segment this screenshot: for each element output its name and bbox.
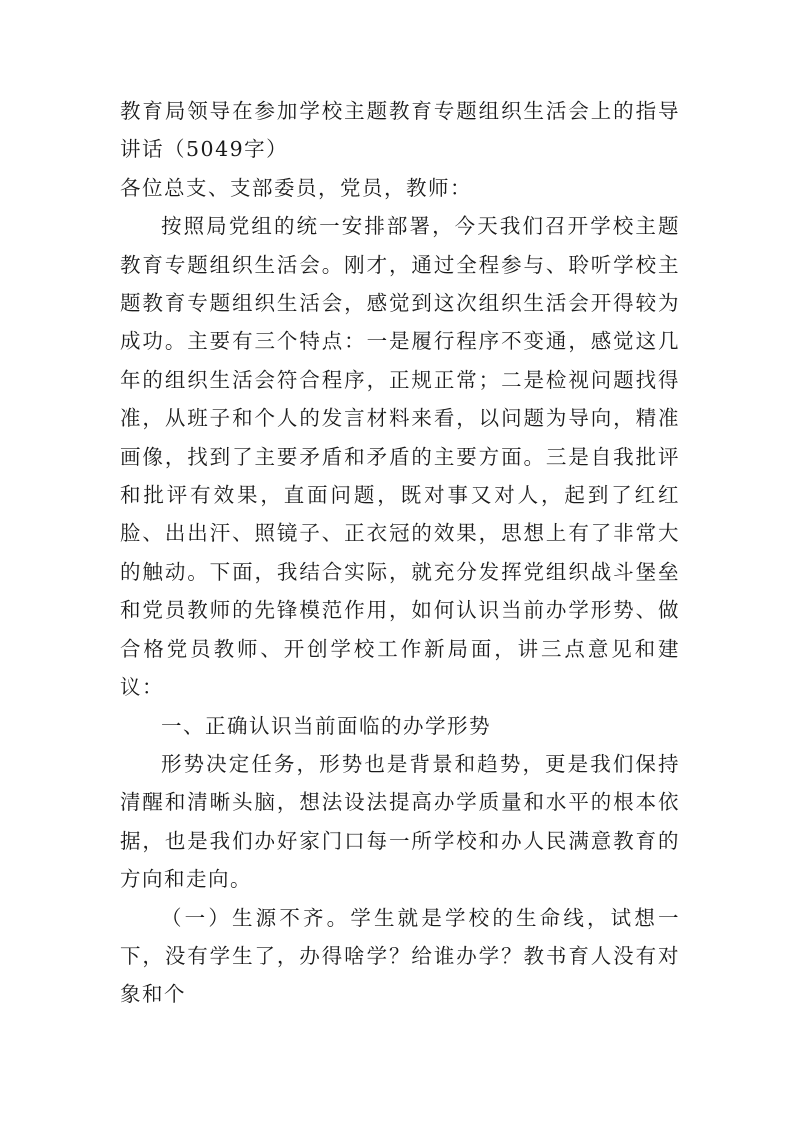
- body-paragraph: 按照局党组的统一安排部署，今天我们召开学校主题教育专题组织生活会。刚才，通过全程参与、聆听学校主题教育专题组织生活会，感觉到这次组织生活会开得较为成功。主要有三个特点：一是履行程序不变通，感觉这几年的组织生活会符合程序，正规正常；二是检视问题找得准，从班子和个人的发言材料来看，以问题为导向，精准画像，找到了主要矛盾和矛盾的主要方面。三是自我批评和批评有效果，直面问题，既对事又对人，起到了红红脸、出出汗、照镜子、正衣冠的效果，思想上有了非常大的触动。下面，我结合实际，就充分发挥党组织战斗堡垒和党员教师的先锋模范作用，如何认识当前办学形势、做合格党员教师、开创学校工作新局面，讲三点意见和建议：: [120, 214, 680, 700]
- salutation: 各位总支、支部委员，党员，教师：: [120, 175, 472, 200]
- document-body: [120, 92, 680, 1014]
- section-heading: 一、正确认识当前面临的办学形势: [161, 713, 491, 738]
- body-paragraph: 形势决定任务，形势也是背景和趋势，更是我们保持清醒和清晰头脑，想法设法提高办学质量和水平的根本依据，也是我们办好家门口每一所学校和办人民满意教育的方向和走向。: [120, 751, 680, 892]
- document-title: 教育局领导在参加学校主题教育专题组织生活会上的指导讲话（5049字）: [120, 99, 680, 162]
- body-paragraph: （一）生源不齐。学生就是学校的生命线，试想一下，没有学生了，办得啥学？给谁办学？教书育人没有对象和个: [120, 905, 680, 1007]
